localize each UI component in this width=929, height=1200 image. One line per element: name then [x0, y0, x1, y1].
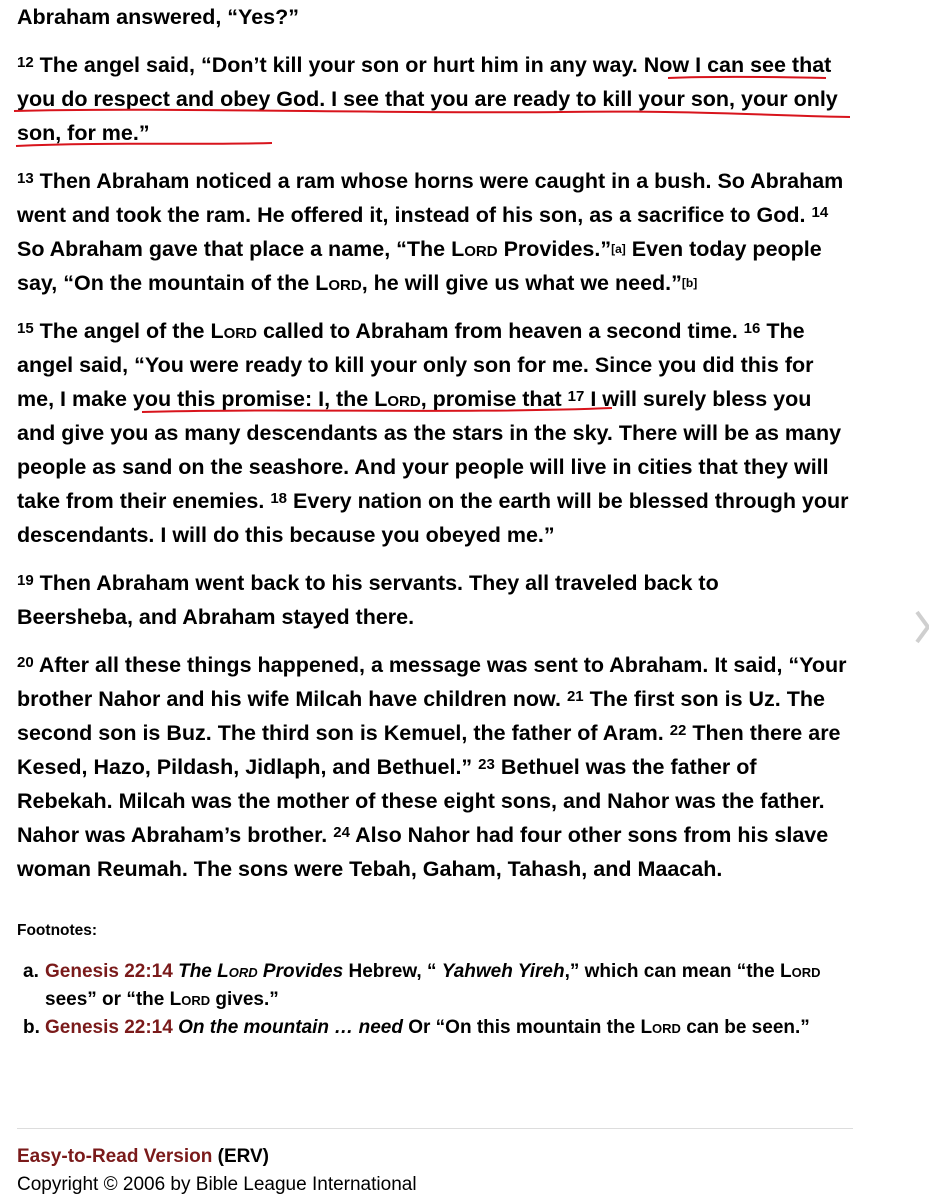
verse-number: 16 — [743, 320, 761, 337]
verse-number: 14 — [811, 204, 829, 221]
verse-number: 21 — [566, 688, 584, 705]
next-chapter-button[interactable] — [915, 610, 929, 644]
verse-13-14: $^{13}$ Then Abraham noticed a ram whose horns were caught in a bush. So Abraham went and took the ram. He offered it, instead of his son, as a sacrifice to God. $^{14}$ So Abraham gave that place a name, “The Lord Provides.”[a] Even today people say, “On the mountain of the Lord, he will give us what we need.”[b] — [17, 169, 844, 295]
passage-line-0: Abraham answered, “Yes?” — [17, 5, 299, 29]
verse-20-24: $^{20}$ After all these things happened, a message was sent to Abraham. It said, “Your brother Nahor and his wife Milcah have children now. $^{21}$ The first son is Uz. The second son is Buz. The third son is Kemuel, the father of Aram. $^{22}$ Then there are Kesed, Hazo, Pildash, Jidlaph, and Bethuel.” $^{23}$ Bethuel was the father of Rebekah. Milcah was the mother of these eight sons, and Nahor was the father. Nahor was Abraham’s brother. $^{24}$ Also Nahor had four other sons from his slave woman Reumah. The sons were Tebah, Gaham, Tahash, and Maacah. — [17, 653, 847, 881]
footnote-letter: a. — [23, 961, 39, 982]
footnote-a: a. Genesis 22:14 The Lord Provides Hebrew, “ Yahweh Yireh,” which can mean “the Lord sees” or “the Lord gives.” — [17, 958, 857, 1014]
verse-number: 15 — [17, 320, 34, 337]
verse-number: 12 — [17, 54, 34, 71]
verse-number: 13 — [17, 170, 34, 187]
footnotes-list — [17, 958, 857, 1042]
verse-number: 23 — [478, 756, 495, 773]
footnote-letter: b. — [23, 1017, 40, 1038]
verse-number: 17 — [567, 388, 585, 405]
verse-number: 20 — [17, 654, 34, 671]
verse-number: 24 — [333, 824, 350, 841]
verse-15-18: $^{15}$ The angel of the Lord called to Abraham from heaven a second time. $^{16}$ The angel said, “You were ready to kill your only son for me. Since you did this for me, I make you this promise: I, the Lord, promise that $^{17}$ I will surely bless you and give you as many descendants as the stars in the sky. There will be as many people as sand on the seashore. And your people will live in cities that they will take from their enemies. $^{18}$ Every nation on the earth will be blessed through your descendants. I will do this because you obeyed me.” — [17, 319, 849, 547]
footnote-ref-a[interactable]: [a] — [611, 242, 626, 256]
verse-number: 18 — [270, 490, 288, 507]
verse-19: $^{19}$ Then Abraham went back to his servants. They all traveled back to Beersheba, and Abraham stayed there. — [17, 571, 719, 629]
footnote-ref-b[interactable]: [b] — [681, 276, 698, 290]
underlined-text: Now I can see that you do respect and obey God. I see that you are ready to kill your son, your only son, for me.” — [17, 53, 838, 145]
chevron-right-icon — [915, 610, 929, 644]
copyright: Copyright © 2006 by Bible League International — [17, 1174, 417, 1195]
passage-content — [17, 0, 857, 1042]
verse-number: 22 — [669, 722, 687, 739]
verse-12: $^{12}$ The angel said, “Don’t kill your son or hurt him in any way. Now I can see that you do respect and obey God. I see that you are ready to kill your son, your only son, for me.” — [17, 53, 838, 145]
verse-number: 19 — [17, 572, 34, 589]
version-link[interactable]: Easy-to-Read Version — [17, 1146, 213, 1167]
footnote-b: b. Genesis 22:14 On the mountain … need Or “On this mountain the Lord can be seen.” — [17, 1014, 857, 1042]
divider — [17, 1128, 853, 1129]
footnote-b-ref-link[interactable]: Genesis 22:14 — [45, 1017, 173, 1038]
footnotes-title: Footnotes: — [17, 922, 98, 939]
underlined-text: “You were ready to kill your only son for me. — [134, 353, 589, 377]
version-line: Easy-to-Read Version (ERV) — [17, 1146, 270, 1167]
footnote-a-ref-link[interactable]: Genesis 22:14 — [45, 961, 173, 982]
version-block — [17, 1146, 417, 1196]
